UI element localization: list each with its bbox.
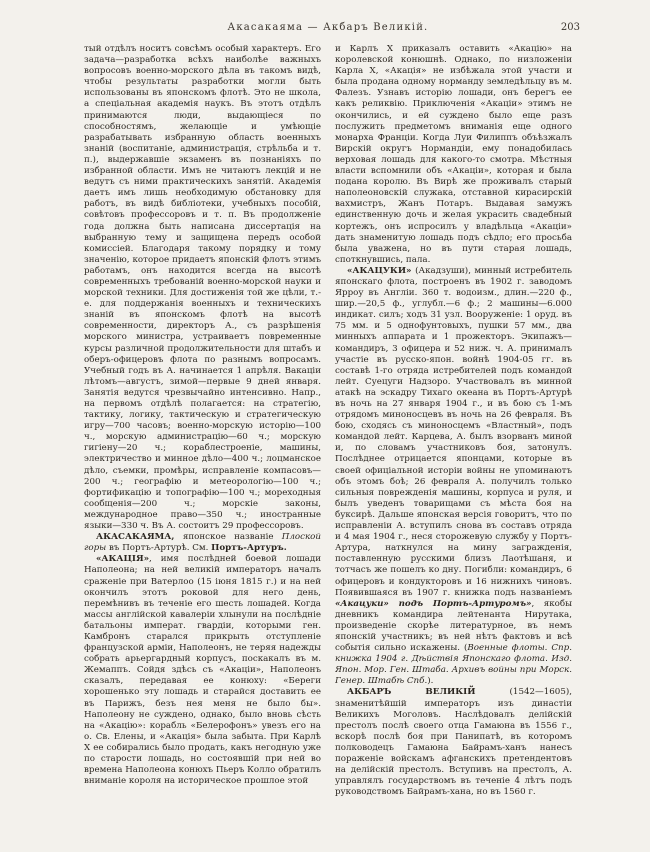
text-segment: «АКАЦІЯ»	[96, 554, 150, 565]
text-segment: и Карлъ X приказалъ оставить «Акацію» на королевской конюшнѣ. Однако, по низложеніи Карла X, «Акація» не избѣжала этой участи и была продана одному норманду земледѣльцу въ м. Фалезъ. Узнавъ исторію лошади, онъ берегъ ее какъ реликвію. Приключенія «Акаціи» этимъ не окончились, и ей суждено было еще разъ послужить предметомъ вниманія еще одного монарха Франціи. Когда Луи Филиппъ объѣзжалъ Вирскій округъ Нормандіи, ему понадобилась верховая лошадь для какого-то смотра. Мѣстныя власти вспомнили объ «Акаціи», которая и была подана королю. Въ Вирѣ же проживалъ старый наполеоновскій служака, отставной кирасирскій вахмистръ, Жанъ Потаръ. Выдавая замужъ единственную дочь и желая украсить свадебный кортежъ, онъ испросилъ у владѣльца «Акаціи» дать знаменитую лошадь подъ сѣдло; его просьба была уважена, но въ пути старая лошадь, споткнувшись, пала.	[335, 44, 572, 265]
text-segment: АКАСАКАЯМА,	[96, 532, 183, 543]
paragraph	[84, 554, 321, 787]
page-number: 203	[560, 22, 580, 33]
text-segment: АКБАРЪ ВЕЛИКІЙ	[347, 687, 510, 698]
running-title: Акасакаяма — Акбаръ Великій.	[227, 22, 429, 33]
paragraph	[84, 44, 321, 532]
text-segment: тый отдѣлъ носитъ совсѣмъ особый характеръ. Его задача—разработка всѣхъ наиболѣе важныхъ вопросовъ военно-морского дѣла въ такомъ видѣ, чтобы результаты разработки могли быть использованы въ японскомъ флотѣ. Это не школа, а спеціальная академія наукъ. Въ этотъ отдѣлъ принимаются люди, выдающіеся по способностямъ, желающіе и умѣющіе разрабатывать избранную область военныхъ знаній (воспитаніе, администрація, стрѣльба и т. п.), выдержавшіе экзаменъ въ познаніяхъ по избранной области. Имъ не читаютъ лекцій и не ведутъ съ ними практическихъ занятій. Академія даетъ имъ лишь необходимую обстановку для работъ, въ видѣ библіотеки, учебныхъ пособій, совѣтовъ профессоровъ и т. п. Въ продолженіе года должна быть написана диссертація на выбранную тему и защищена передъ особой комиссіей. Благодаря такому порядку и тому значенію, которое придаетъ японскій флотъ этимъ работамъ, онъ находится всегда на высотѣ современныхъ требованій военно-морской науки и морской техники. Для достиженія той же цѣли, т.-е. для поддержанія военныхъ и техническихъ знаній въ японскомъ флотѣ на высотѣ современности, директоръ А., съ разрѣшенія морского министра, устраиваетъ повременные курсы различной продолжительности для штабъ и оберъ-офицеровъ флота по разнымъ вопросамъ. Учебный годъ въ А. начинается 1 апрѣля. Вакаціи лѣтомъ—августъ, зимой—первые 9 дней января. Занятія ведутся чрезвычайно интенсивно. Напр., на первомъ отдѣлѣ полагается: на стратегію, тактику, логику, тактическую и стратегическую игру—700 часовъ; военно-морскую исторію—100 ч., морскую администрацію—60 ч.; морскую гигіену—20 ч.; кораблестроеніе, машины, электричество и минное дѣло—400 ч.; лоцманское дѣло, съемки, промѣры, исправленіе компасовъ—200 ч.; географію и метеорологію—100 ч.; фортификацію и топографію—100 ч.; мореходныя сообщенія—200 ч.; морскіе законы, международное право—350 ч.; иностранные языки—330 ч. Въ А. состоитъ 29 профессоровъ.	[84, 44, 321, 532]
paragraph	[335, 44, 572, 266]
text-block	[84, 44, 572, 820]
text-segment: японское названіе	[182, 532, 282, 543]
text-segment: ).	[427, 676, 434, 687]
page-header	[84, 22, 580, 44]
text-segment: «АКАЦУКИ»	[347, 265, 416, 276]
text-segment: , якобы дневникъ командира лейтенанта Нирутака, произведеніе скорѣе литературное, въ немъ японскій участникъ; въ ней нѣтъ фактовъ и всѣ событія сильно искажены. (	[335, 598, 572, 654]
paragraph	[84, 532, 321, 554]
column-left	[84, 44, 321, 820]
paragraph	[335, 266, 572, 688]
text-segment: «Акацуки» подъ Портъ-Артуромъ»	[335, 598, 532, 609]
column-right	[335, 44, 572, 820]
text-segment: Военные флоты. Спр. книжка 1904 г. Дѣйствія Японскаго флота. Изд. Япон. Мор. Ген. Штаба. Архивъ войны при Морск. Генер. Штабѣ Спб.	[335, 643, 572, 687]
paragraph	[335, 687, 572, 798]
text-segment: (Акадзуши), минный истребитель японскаго флота, построенъ въ 1902 г. заводомъ Ярроу въ Англіи. 360 т. водоизм., длин.—220 ф., шир.—20,5 ф., углубл.—6 ф.; 2 машины—6.000 индикат. силъ; ходъ 31 узл. Вооруженіе: 1 оруд. въ 75 мм. и 5 однофунтовыхъ, пушки 57 мм., два минныхъ аппарата и 1 прожекторъ. Экипажъ—командиръ, 3 офицера и 52 ниж. ч. А. принималъ участіе въ русско-япон. войнѣ 1904-05 гг. въ составѣ 1-го отряда истребителей подъ командой лейт. Суецуги Надзоро. Участвовалъ въ минной атакѣ на эскадру Тихаго океана въ Портъ-Артурѣ въ ночь на 27 января 1904 г., и въ бою съ 1-мъ отрядомъ миноносцевъ въ ночь на 26 февраля. Въ бою, сходясь съ миноносцемъ «Властный», подъ командой лейт. Карцева, А. былъ взорванъ миной и, по словамъ участниковъ боя, затонулъ. Послѣднее отрицается японцами, которые въ своей офиціальной исторіи войны не упоминаютъ объ этомъ боѣ; 26 февраля А. получилъ только сильныя поврежденія машины, корпуса и руля, и былъ уведенъ товарищами съ мѣста боя на буксирѣ. Дальше японская версія говоритъ, что по исправленіи А. вступилъ снова въ составъ отряда и 4 мая 1904 г., неся сторожевую службу у Портъ-Артура, наткнулся на мину загражденія, поставленную русскими близъ Лаотѣшаня, и тотчасъ же пошелъ ко дну. Погибли: командиръ, 6 офицеровъ и кондукторовъ и 16 нижнихъ чиновъ. Появившаяся въ 1907 г. книжка подъ названіемъ	[335, 265, 572, 598]
text-segment: Портъ-Артуръ.	[211, 543, 287, 554]
text-segment: , имя послѣдней боевой лошади Наполеона; на ней великій императоръ началъ сраженіе при Ватерлоо (15 іюня 1815 г.) и на ней окончилъ этотъ роковой для него день, перемѣнивъ въ теченіе его шесть лошадей. Когда массы англійской кавалеріи хлынули на послѣдніе батальоны императ. гвардіи, которыми ген. Камбронъ старался прикрыть отступленіе французской арміи, Наполеонъ, не теряя надежды собрать арьергардный корпусъ, поскакалъ въ м. Жемаппъ. Сойдя здѣсь съ «Акаціи», Наполеонъ сказалъ, передавая ее конюху: «Береги хорошенько эту лошадь и старайся доставить ее въ Парижъ, безъ нея меня не было бы». Наполеону не суждено, однако, было вновь сѣсть на «Акацію»: корабль «Белерофонъ» увезъ его на о. Св. Елены, и «Акація» была забыта. При Карлѣ X ее собирались было продать, какъ негодную уже по старости лошадь, но состоявшій при ней во времена Наполеона конюхъ Пьеръ Колло обратилъ вниманіе короля на историческое прошлое этой	[84, 554, 321, 787]
text-segment: въ Портъ-Артурѣ. См.	[109, 543, 212, 554]
text-segment: Плоской горы	[84, 532, 321, 554]
text-segment: (1542—1605), знаменитѣйшій императоръ изъ династіи Великихъ Моголовъ. Наслѣдовалъ делійскій престолъ послѣ своего отца Гамаюна въ 1556 г., вскорѣ послѣ боя при Панипатѣ, въ которомъ полководецъ Гамаюна Байрамъ-ханъ нанесъ пораженіе войскамъ афганскихъ претендентовъ на делійскій престолъ. Вступивъ на престолъ, А. управлялъ государствомъ въ теченіе 4 лѣтъ подъ руководствомъ Байрамъ-хана, но въ 1560 г.	[335, 687, 572, 798]
